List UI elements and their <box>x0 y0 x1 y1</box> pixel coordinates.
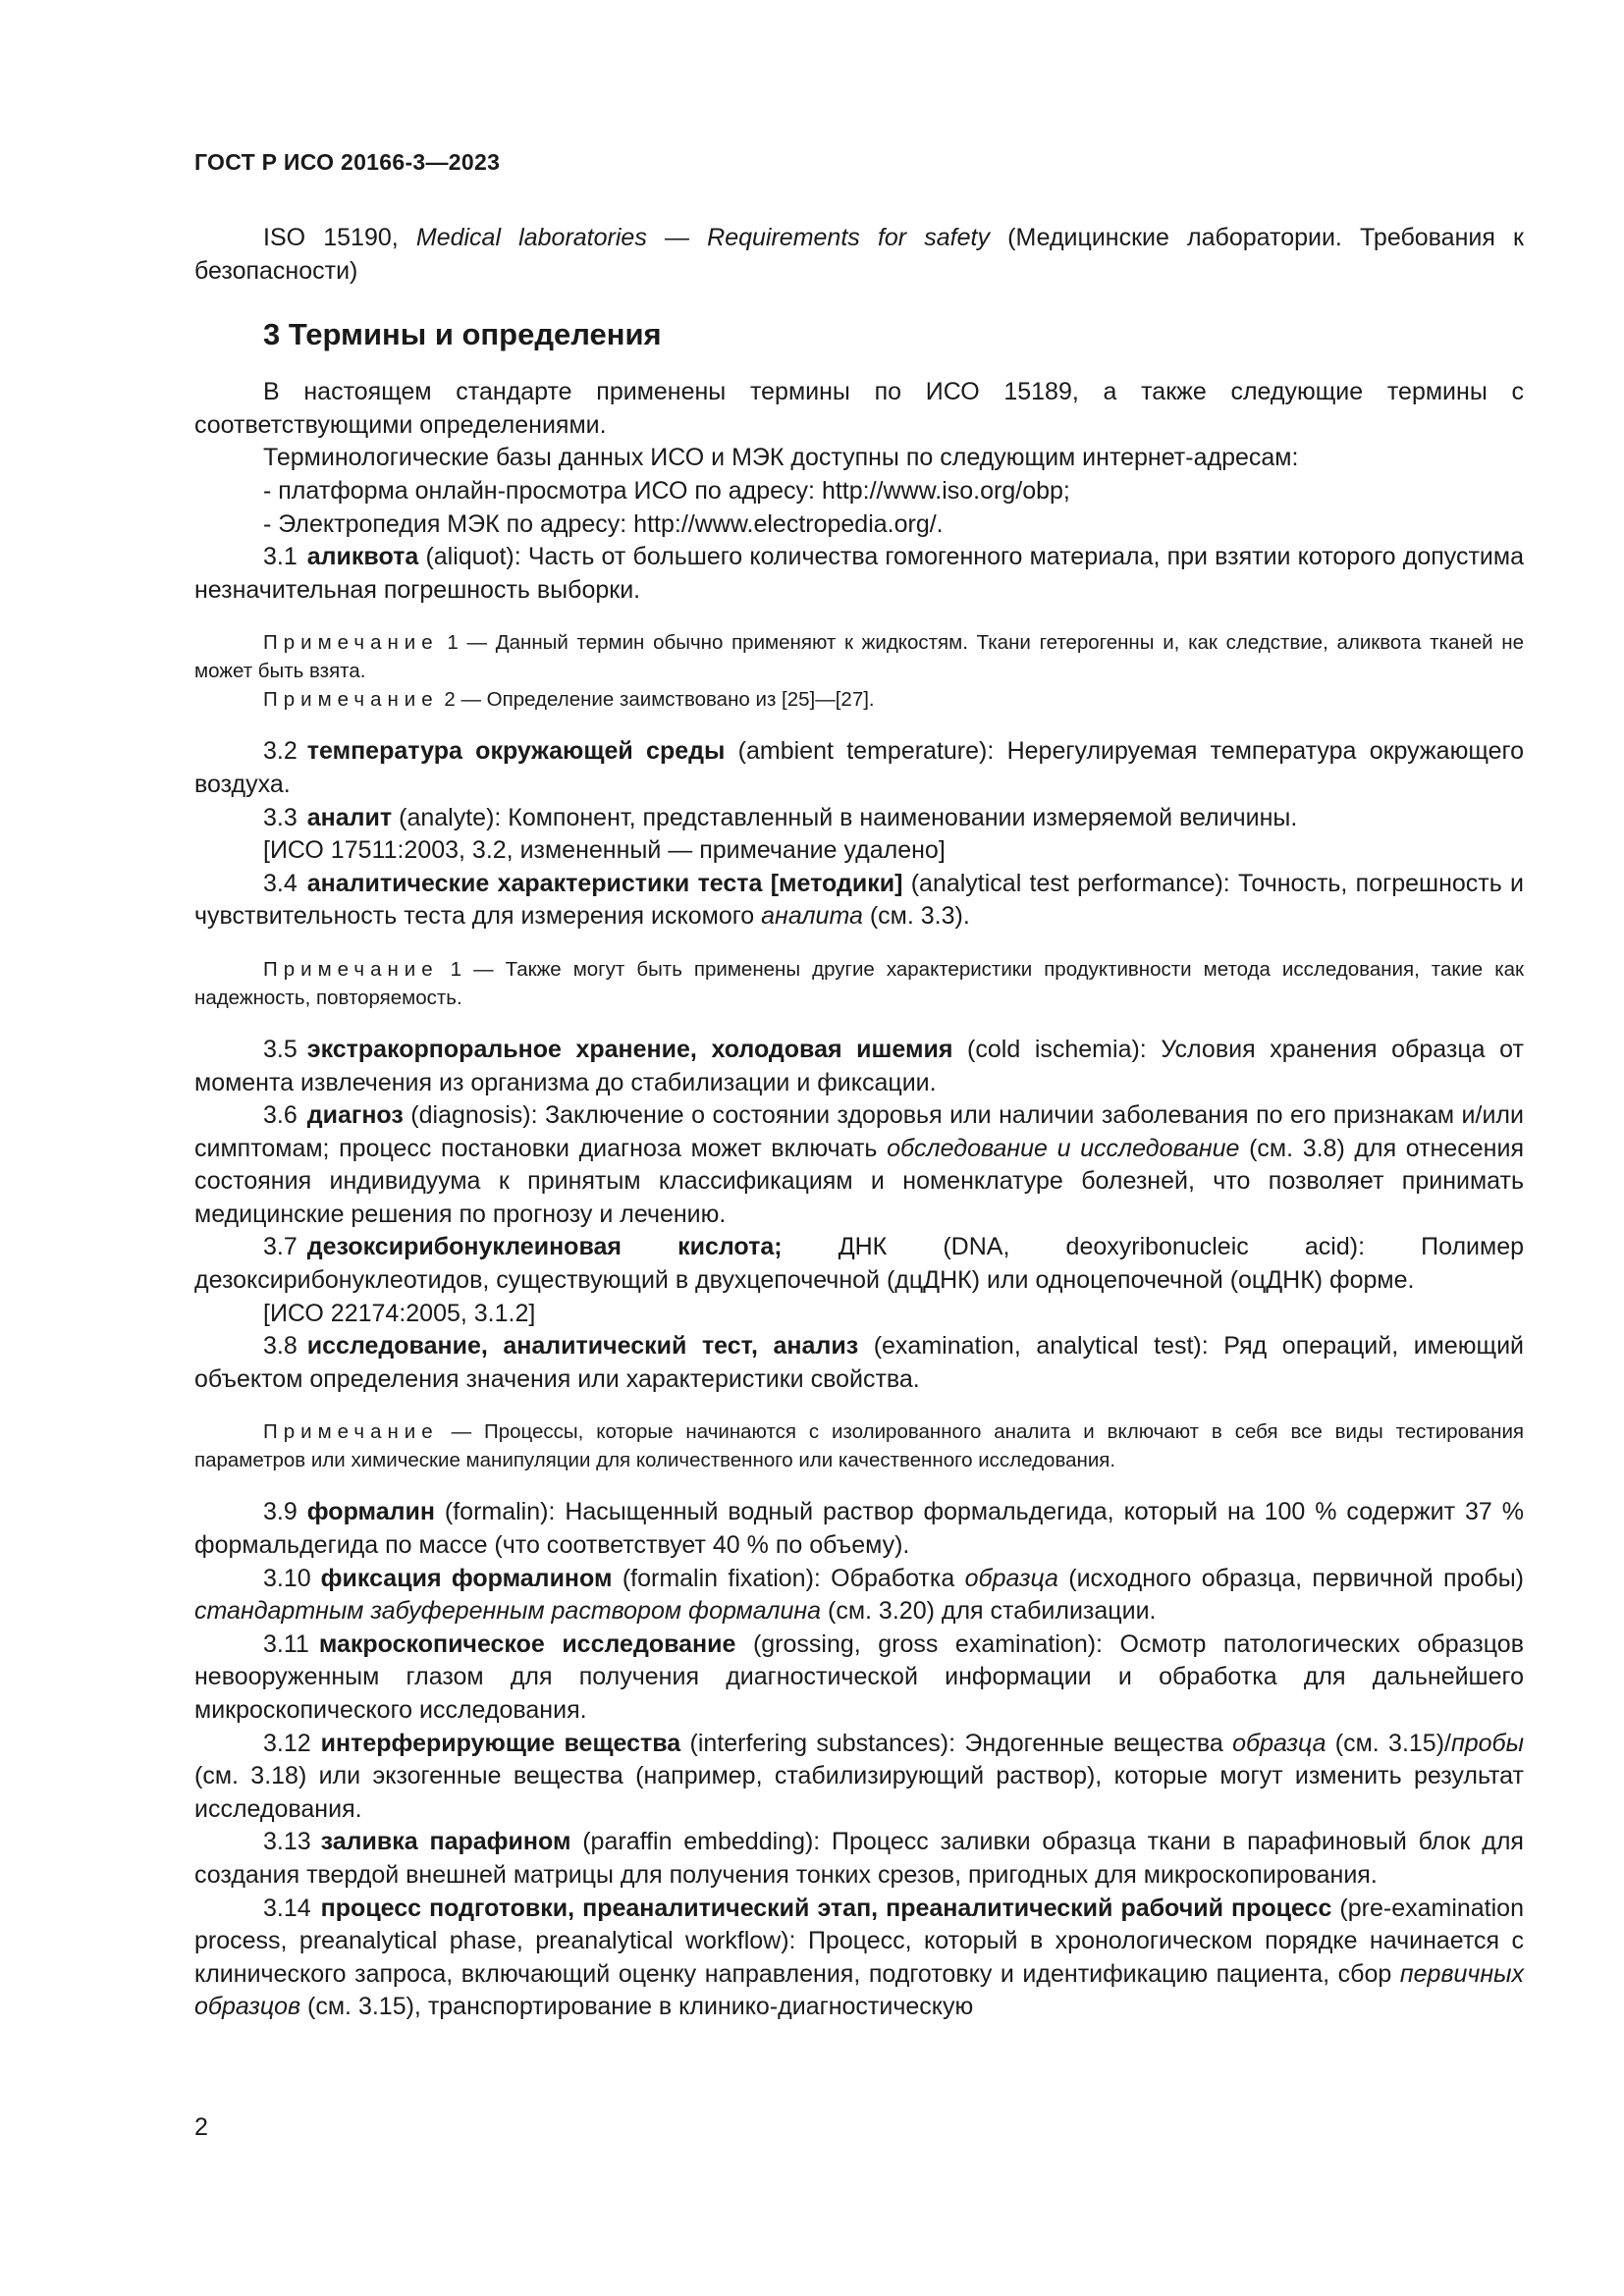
section-title: 3 Термины и определения <box>263 317 662 352</box>
term-3-5: 3.5 экстракорпоральное хранение, холодовая ишемия (cold ischemia): Условия хранения образца от момента извлечения из организма до стабилизации и фиксации. <box>194 1035 1524 1096</box>
term-3-8: 3.8 исследование, аналитический тест, анализ (examination, analytical test): Ряд операций, имеющий объектом определения значения или характеристики свойства. <box>194 1332 1525 1393</box>
term-3-4: 3.4 аналитические характеристики теста [методики] (analytical test performance): Точность, погрешность и чувствительность теста для измерения искомого аналита (см. 3.3). <box>194 869 1525 931</box>
document-code-header: ГОСТ Р ИСО 20166-3—2023 <box>194 149 501 175</box>
term-3-11: 3.11 макроскопическое исследование (grossing, gross examination): Осмотр патологических образцов невооруженным глазом для получения диагностической информации и обработка для дальнейшего микроскопического исследования. <box>194 1629 1524 1724</box>
term-3-12: 3.12 интерферирующие вещества (interfering substances): Эндогенные вещества образца (см. 3.15)/пробы (см. 3.18) или экзогенные вещества (например, стабилизирующий раствор), которые могут изменить результат исследования. <box>194 1729 1525 1823</box>
note-3-1-2: Примечание 2 — Определение заимствовано из [25]—[27]. <box>263 688 875 712</box>
intro-databases: Терминологические базы данных ИСО и МЭК доступны по следующим интернет-адресам: <box>263 444 1299 472</box>
normative-reference-iso-15190: ISO 15190, Medical laboratories — Requirements for safety (Медицинские лаборатории. Требования к безопасности) <box>194 224 1524 285</box>
intro-paragraph: В настоящем стандарте применены термины по ИСО 15189, а также следующие термины с соответствующими определениями. <box>194 378 1524 439</box>
note-3-4-1: Примечание 1 — Также могут быть применены другие характеристики продуктивности метода исследования, такие как надежность, повторяемость. <box>194 957 1524 1009</box>
term-3-7-source: [ИСО 22174:2005, 3.1.2] <box>263 1299 536 1327</box>
term-3-7: 3.7 дезоксирибонуклеиновая кислота; ДНК (DNA, deoxyribonucleic acid): Полимер дезоксирибонуклеотидов, существующий в двухцепочечной (дцДНК) или одноцепочечной (оцДНК) форме. <box>194 1233 1525 1295</box>
document-body <box>194 222 1524 2024</box>
note-3-1-1: Примечание 1 — Данный термин обычно применяют к жидкостям. Ткани гетерогенны и, как следствие, аликвота тканей не может быть взята. <box>194 631 1524 683</box>
term-3-3: 3.3 аналит (analyte): Компонент, представленный в наименовании измеряемой величины. <box>263 803 1298 831</box>
term-3-10: 3.10 фиксация формалином (formalin fixation): Обработка образца (исходного образца, первичной пробы) стандартным забуференным раствором формалина (см. 3.20) для стабилизации. <box>194 1564 1525 1626</box>
term-3-3-source: [ИСО 17511:2003, 3.2, измененный — примечание удалено] <box>263 836 946 865</box>
page-number: 2 <box>194 2113 208 2141</box>
note-3-8: Примечание — Процессы, которые начинаются с изолированного аналита и включают в себя все виды тестирования параметров или химические манипуляции для количественного или качественного исследования. <box>194 1420 1525 1472</box>
term-3-1: 3.1 аликвота (aliquot): Часть от большего количества гомогенного материала, при взятии которого допустима незначительная погрешность выборки. <box>194 543 1524 604</box>
term-3-14: 3.14 процесс подготовки, преаналитический этап, преаналитический рабочий процесс (pre-examination process, preanalytical phase, preanalytical workflow): Процесс, который в хронологическом порядке начинается с клинического запроса, включающий оценку направления, подготовку и идентификацию пациента, сбор первичных образцов (см. 3.15), транспортирование в клинико-диагностическую <box>194 1894 1524 2021</box>
list-item-electropedia: - Электропедия МЭК по адресу: http://www.electropedia.org/. <box>263 509 944 538</box>
term-3-6: 3.6 диагноз (diagnosis): Заключение о состоянии здоровья или наличии заболевания по его признакам и/или симптомам; процесс постановки диагноза может включать обследование и исследование (см. 3.8) для отнесения состояния индивидуума к принятым классификациям и номенклатуре болезней, что позволяет принимать медицинские решения по прогнозу и лечению. <box>194 1101 1524 1228</box>
list-item-iso-obp: - платформа онлайн-просмотра ИСО по адресу: http://www.iso.org/obp; <box>263 476 1070 505</box>
term-3-2: 3.2 температура окружающей среды (ambient temperature): Нерегулируемая температура окружающего воздуха. <box>194 737 1524 798</box>
term-3-9: 3.9 формалин (formalin): Насыщенный водный раствор формальдегида, который на 100 % содержит 37 % формальдегида по массе (что соответствует 40 % по объему). <box>194 1498 1524 1560</box>
term-3-13: 3.13 заливка парафином (paraffin embedding): Процесс заливки образца ткани в парафиновый блок для создания твердой внешней матрицы для получения тонких срезов, пригодных для микроскопирования. <box>194 1828 1524 1889</box>
